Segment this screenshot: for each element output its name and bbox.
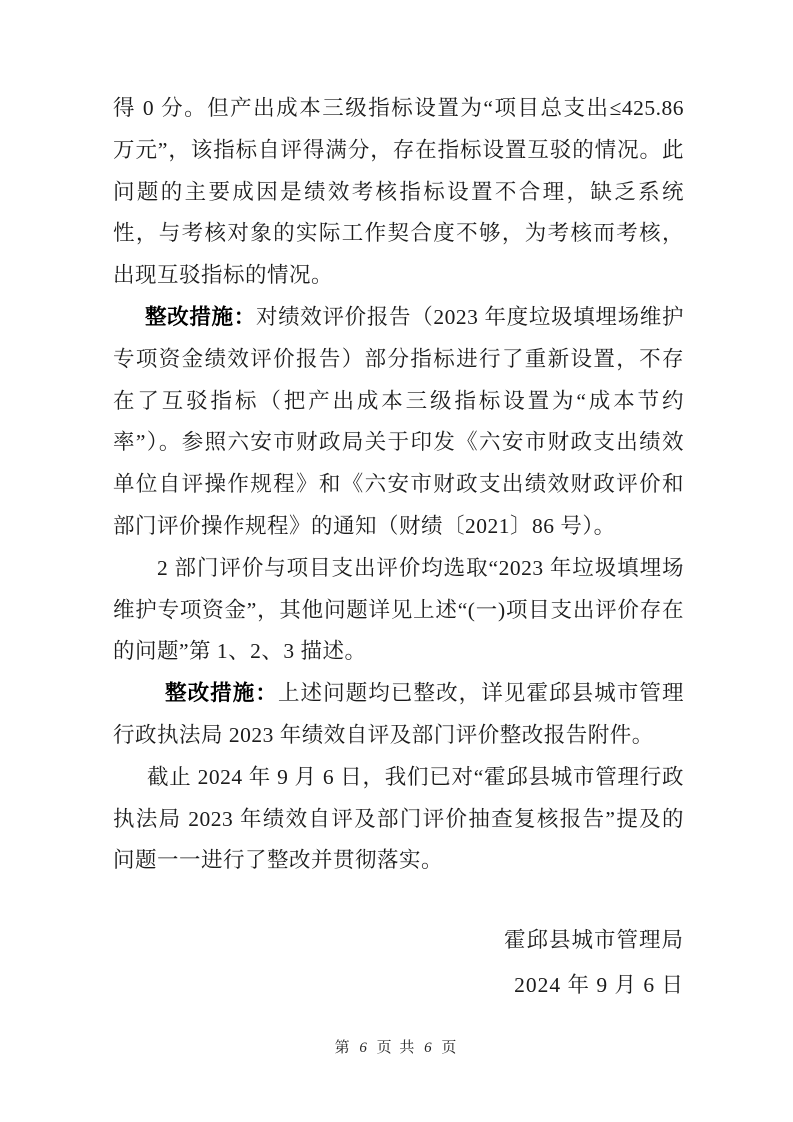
paragraph-text: 对绩效评价报告（2023 年度垃圾填埋场维护专项资金绩效评价报告）部分指标进行了重新设置，不存在了互驳指标（把产出成本三级指标设置为“成本节约率”）。参照六安市财政局关于印发《六安市财政支出绩效单位自评操作规程》和《六安市财政支出绩效财政评价和部门评价操作规程》的通知（财绩〔2021〕86 号）。: [113, 304, 684, 538]
footer-total-pages-number: 6: [424, 1040, 434, 1056]
paragraph-text: 得 0 分。但产出成本三级指标设置为“项目总支出≤425.86 万元”，该指标自评得满分，存在指标设置互驳的情况。此问题的主要成因是绩效考核指标设置不合理，缺乏系统性，与考核对象的实际工作契合度不够，为考核而考核，出现互驳指标的情况。: [113, 96, 684, 288]
body-paragraph: [113, 757, 684, 882]
page-footer: [0, 1038, 793, 1058]
signature-block: [113, 918, 684, 1008]
footer-current-page-number: 6: [359, 1040, 369, 1056]
document-body: [113, 88, 684, 882]
paragraph-lead-rectification: 整改措施：: [165, 681, 278, 706]
body-paragraph: [113, 297, 684, 548]
paragraph-text: 截止 2024 年 9 月 6 日，我们已对“霍邱县城市管理行政执法局 2023 年绩效自评及部门评价抽查复核报告”提及的问题一一进行了整改并贯彻落实。: [113, 764, 684, 873]
body-paragraph: [113, 673, 684, 757]
signature-organization: 霍邱县城市管理局: [503, 928, 684, 952]
paragraph-lead-rectification: 整改措施：: [145, 304, 256, 329]
footer-suffix: 页: [441, 1040, 459, 1056]
signature-date: 2024 年 9 月 6 日: [514, 973, 684, 997]
paragraph-text: 上述问题均已整改，详见霍邱县城市管理行政执法局 2023 年绩效自评及部门评价整改报告附件。: [113, 681, 684, 747]
footer-middle: 页 共: [376, 1040, 417, 1056]
body-paragraph: [113, 88, 684, 297]
paragraph-text: 2 部门评价与项目支出评价均选取“2023 年垃圾填埋场维护专项资金”，其他问题详见上述“(一)项目支出评价存在的问题”第 1、2、3 描述。: [113, 555, 684, 664]
footer-prefix: 第: [334, 1040, 352, 1056]
body-paragraph: [113, 548, 684, 673]
